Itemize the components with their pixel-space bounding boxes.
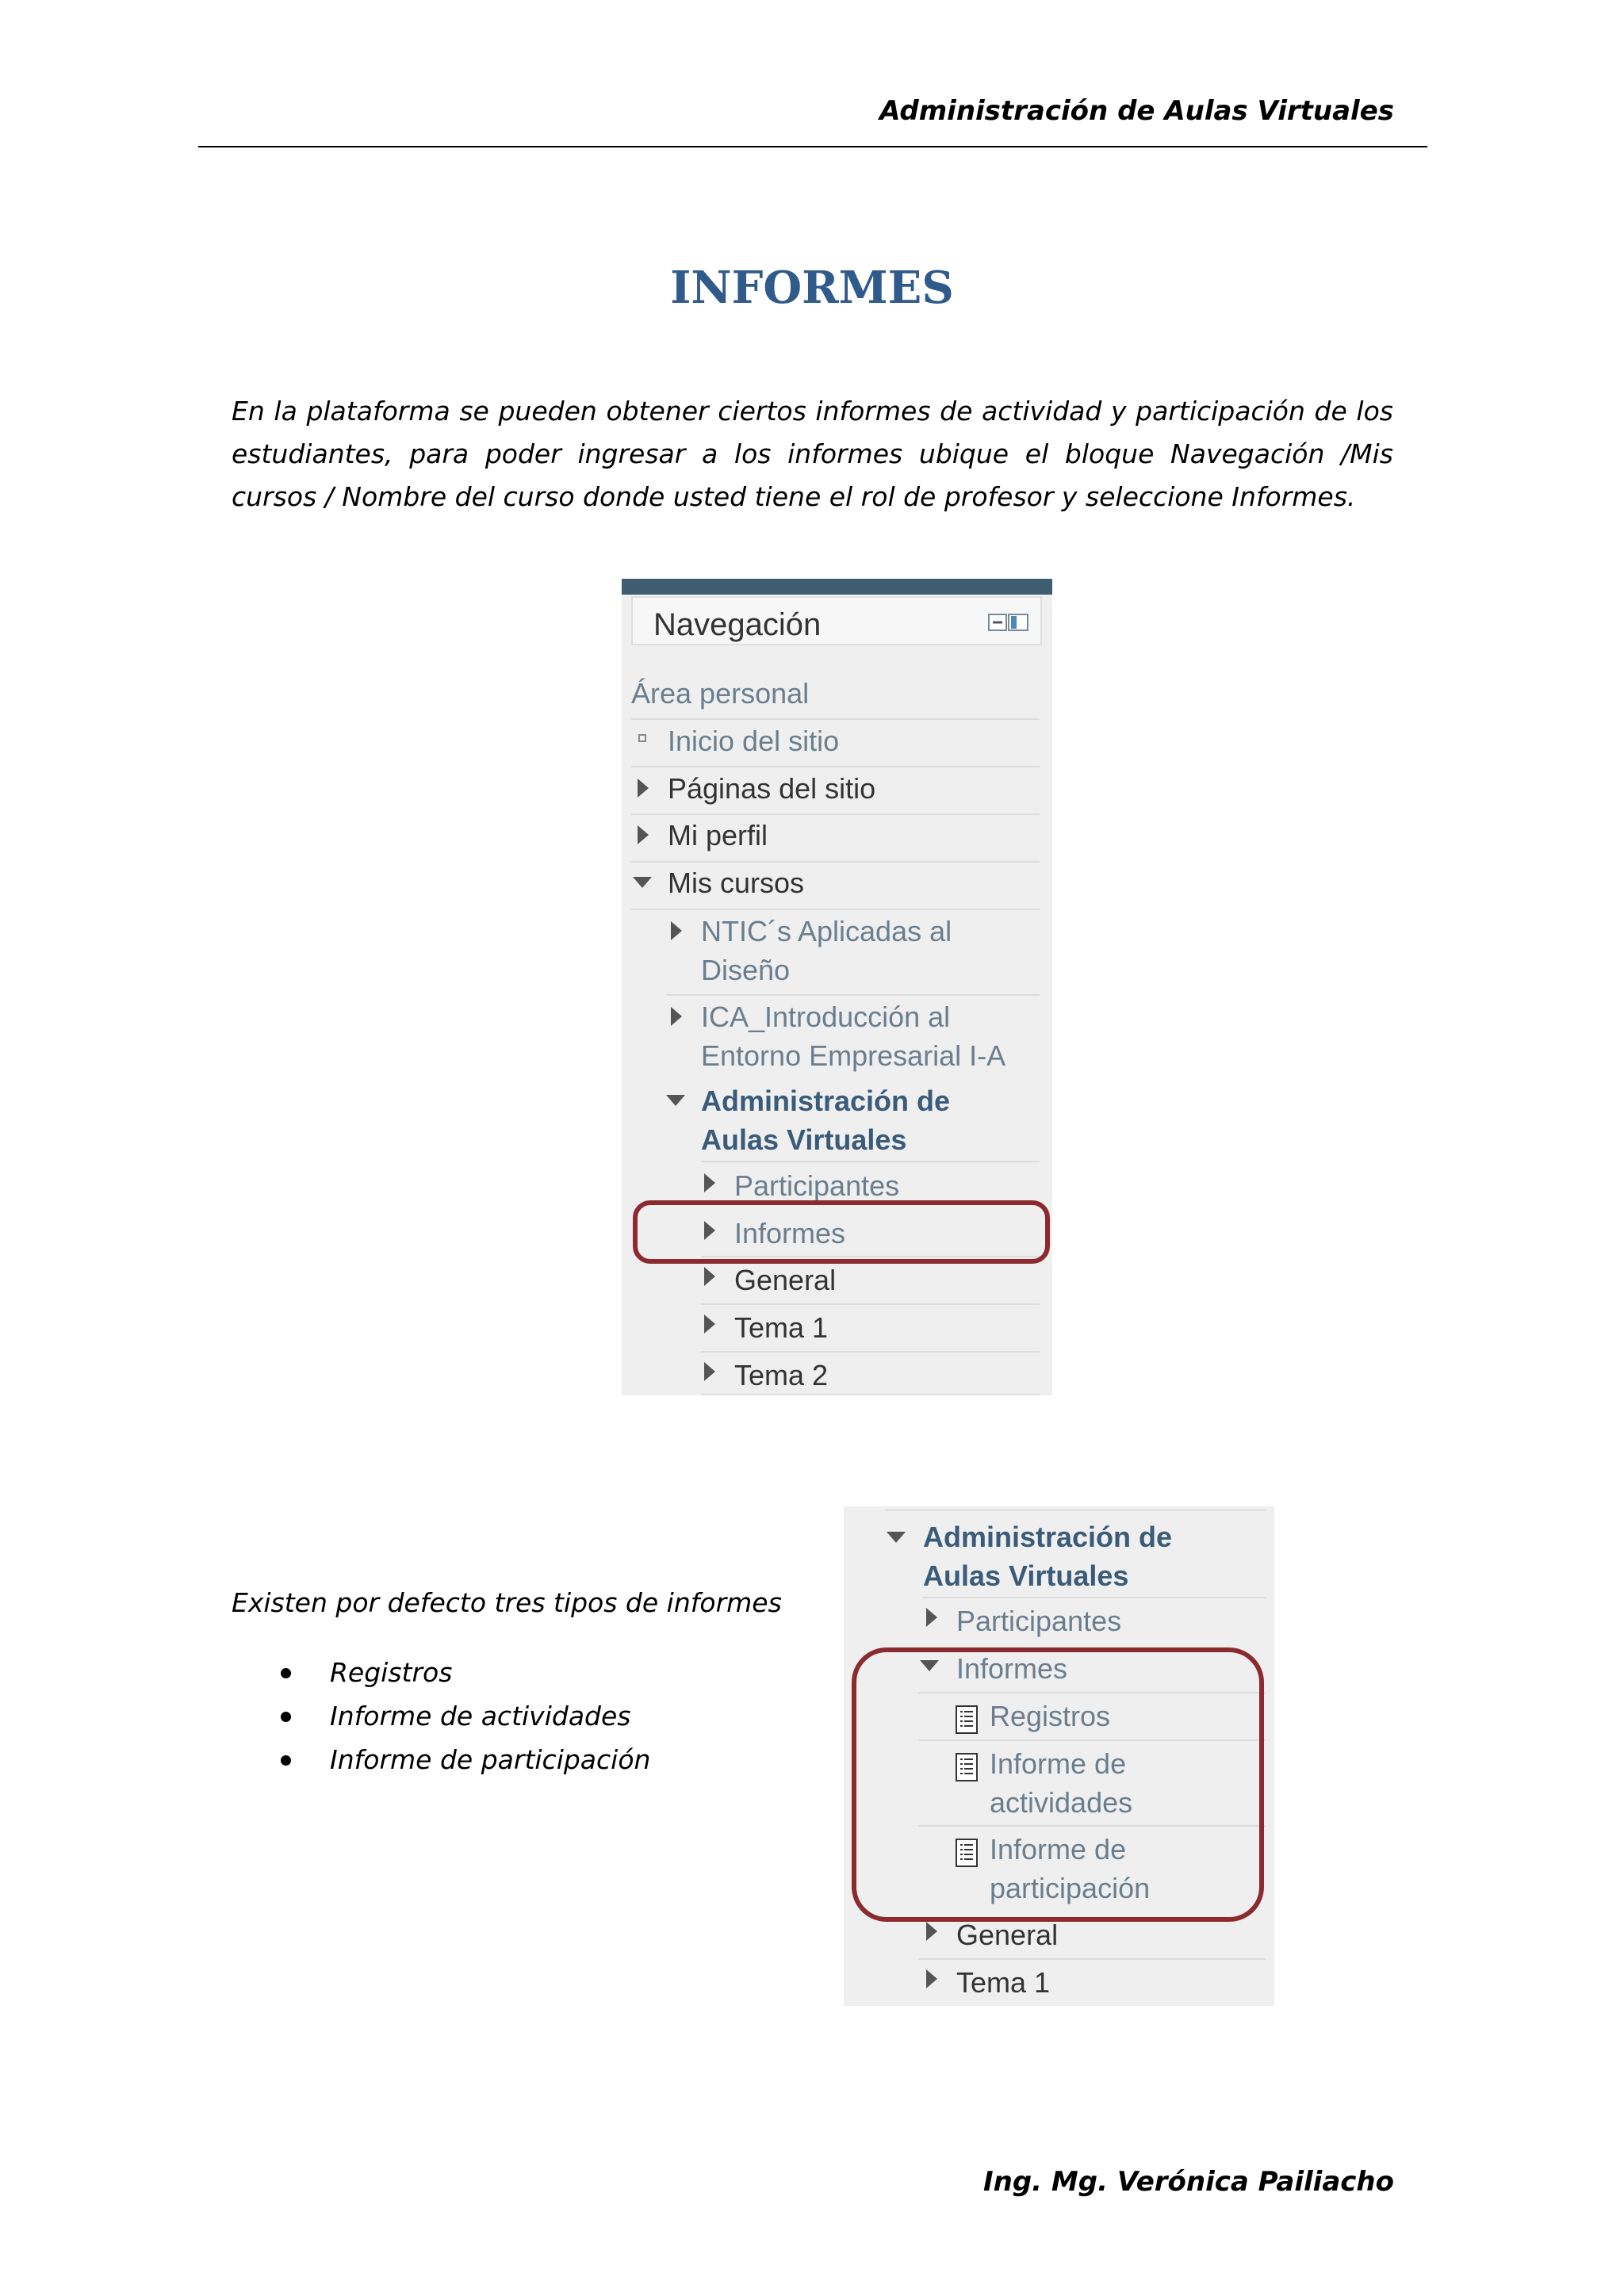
divider [631,813,1040,815]
course-ntics-line2[interactable]: Diseño [701,954,791,986]
list-item: Registros [232,1657,650,1701]
list-item: Informe de participación [232,1744,650,1788]
highlight-informes-box [633,1200,1050,1264]
divider [701,1351,1040,1353]
page-title: INFORMES [670,262,954,314]
navigation-block-screenshot [622,579,1052,1395]
nav-item-general[interactable]: General [956,1919,1059,1951]
navigation-block-header [631,596,1042,645]
expand-arrow-icon[interactable] [704,1314,715,1334]
nav-item-inicio-del-sitio[interactable]: Inicio del sitio [668,725,840,757]
divider [631,766,1040,767]
course-ica-line1[interactable]: ICA_Introducción al [701,1001,951,1033]
report-actividades-line1[interactable]: Informe de [990,1747,1127,1780]
nav-item-participantes[interactable]: Participantes [734,1169,900,1202]
course-admin-line2[interactable]: Aulas Virtuales [923,1559,1129,1592]
expand-arrow-icon[interactable] [638,779,649,798]
navigation-heading: Navegación [653,607,822,642]
bullet-square-icon [638,734,646,742]
informes-submenu-screenshot [844,1506,1274,2006]
header-divider [198,146,1427,147]
expand-arrow-icon[interactable] [926,1969,937,1988]
expand-arrow-icon[interactable] [926,1608,937,1627]
expand-arrow-icon[interactable] [671,921,682,940]
nav-item-informes[interactable]: Informes [734,1217,846,1249]
list-item: Informe de actividades [232,1701,650,1744]
report-participacion-line1[interactable]: Informe de [990,1833,1127,1866]
course-ntics-line1[interactable]: NTIC´s Aplicadas al [701,915,952,947]
bullet-icon [281,1755,291,1766]
expand-arrow-icon[interactable] [926,1922,937,1941]
bullet-icon [281,1712,291,1722]
divider [701,1303,1040,1305]
divider [701,1394,1040,1395]
divider [631,861,1040,863]
collapse-arrow-icon[interactable] [633,877,652,888]
expand-arrow-icon[interactable] [638,825,649,844]
expand-arrow-icon[interactable] [671,1007,682,1026]
nav-item-paginas-del-sitio[interactable]: Páginas del sitio [668,772,876,805]
report-actividades-line2[interactable]: actividades [990,1786,1133,1819]
divider [631,909,1040,910]
expand-arrow-icon[interactable] [704,1267,715,1286]
header-title: Administración de Aulas Virtuales [879,95,1394,127]
divider [923,1597,1266,1598]
report-types-intro: Existen por defecto tres tipos de informes [232,1587,782,1618]
bullet-icon [281,1668,291,1678]
nav-item-mis-cursos[interactable]: Mis cursos [668,867,805,899]
divider [918,1958,1266,1960]
intro-paragraph: En la plataforma se pueden obtener ciertos informes de actividad y participación de los estudiantes, para poder ingresar a los informes ubique el bloque Navegación /Mis cursos / Nombre del curso donde usted tiene el rol de profesor y seleccione Informes. [232,396,1393,512]
divider [701,1161,1040,1162]
nav-item-area-personal[interactable]: Área personal [631,677,810,710]
course-admin-line1[interactable]: Administración de [701,1085,951,1117]
divider [631,718,1040,720]
footer-author: Ing. Mg. Verónica Pailiacho [982,2166,1394,2198]
dock-block-icon[interactable] [988,612,1029,633]
nav-item-tema-2[interactable]: Tema 2 [734,1359,829,1391]
nav-item-tema-1[interactable]: Tema 1 [956,1966,1051,1999]
collapse-arrow-icon[interactable] [666,1095,685,1106]
nav-item-tema-1[interactable]: Tema 1 [734,1311,829,1344]
course-admin-line2[interactable]: Aulas Virtuales [701,1123,907,1156]
nav-item-mi-perfil[interactable]: Mi perfil [668,819,768,851]
divider [666,994,1040,996]
divider [885,1510,1266,1511]
collapse-arrow-icon[interactable] [887,1532,906,1543]
nav-item-general[interactable]: General [734,1264,837,1296]
nav-item-informes[interactable]: Informes [956,1652,1068,1685]
report-types-list [232,1657,650,1788]
expand-arrow-icon[interactable] [704,1362,715,1381]
expand-arrow-icon[interactable] [704,1173,715,1192]
block-top-bar [622,579,1052,595]
report-registros[interactable]: Registros [990,1700,1111,1732]
course-admin-line1[interactable]: Administración de [923,1521,1173,1553]
nav-item-participantes[interactable]: Participantes [956,1605,1122,1637]
highlight-informes-submenu-box [852,1647,1264,1922]
report-participacion-line2[interactable]: participación [990,1872,1151,1904]
course-ica-line2[interactable]: Entorno Empresarial I-A [701,1039,1006,1072]
